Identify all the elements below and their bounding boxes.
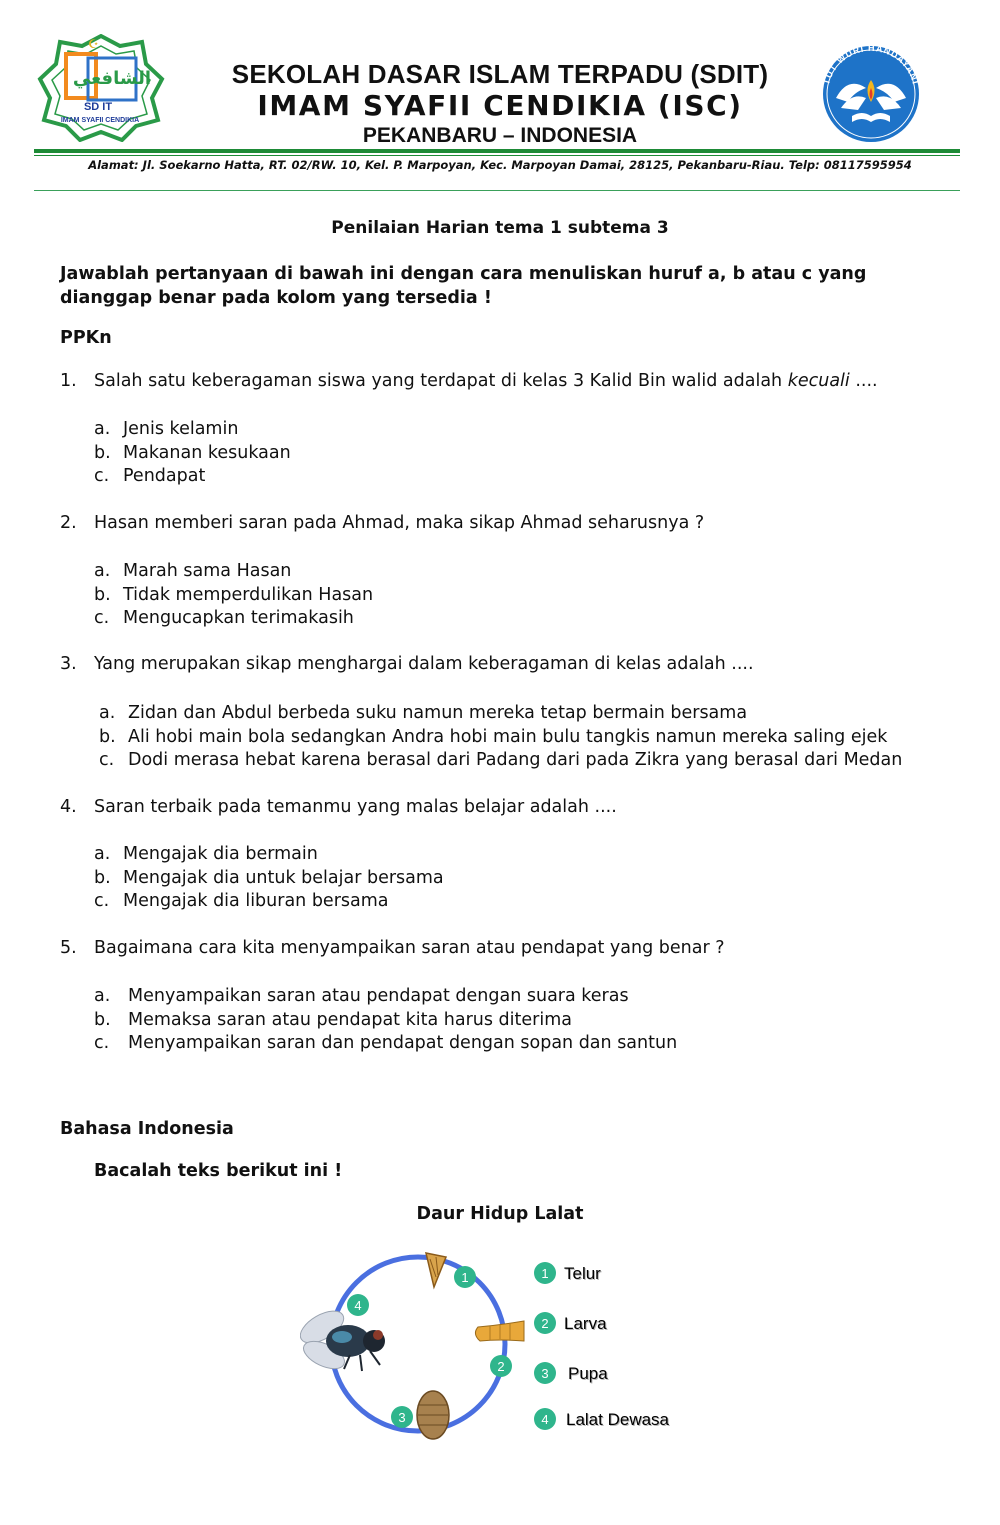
- tut-wuri-handayani-logo: [808, 36, 934, 144]
- option-text: Dodi merasa hebat karena berasal dari Padang dari pada Zikra yang berasal dari Medan: [128, 750, 903, 770]
- option-c: [94, 607, 373, 631]
- option-text: Menyampaikan saran dan pendapat dengan sopan dan santun: [128, 1033, 678, 1053]
- question-3: [60, 654, 754, 674]
- option-c: [94, 465, 291, 489]
- option-text: Makanan kesukaan: [123, 442, 291, 463]
- legend-item-telur: [534, 1262, 601, 1284]
- option-b: [94, 584, 373, 608]
- option-text: Menyampaikan saran atau pendapat dengan suara keras: [128, 986, 629, 1006]
- svg-text:3: 3: [398, 1410, 406, 1425]
- section-heading-ppkn: PPKn: [60, 328, 112, 348]
- option-text: Pendapat: [123, 466, 206, 486]
- legend-item-lalat-dewasa: [534, 1408, 670, 1430]
- question-tail: ....: [849, 371, 878, 391]
- school-type-heading: SEKOLAH DASAR ISLAM TERPADU (SDIT): [231, 59, 769, 89]
- ring-badge-4: [347, 1294, 369, 1316]
- question-text: Bagaimana cara kita menyampaikan saran atau pendapat yang benar ?: [94, 938, 725, 958]
- school-logo: [36, 34, 166, 142]
- option-a: [99, 702, 902, 726]
- pupa-icon: [417, 1391, 449, 1439]
- school-location: PEKANBARU – INDONESIA: [362, 124, 638, 147]
- question-text: Hasan memberi saran pada Ahmad, maka sikap Ahmad seharusnya ?: [94, 513, 705, 533]
- header-bottom-rule: [34, 190, 960, 191]
- question-1: [60, 371, 878, 391]
- svg-text:2: 2: [497, 1359, 505, 1374]
- options-q1: [94, 418, 291, 489]
- option-text: Tidak memperdulikan Hasan: [123, 584, 374, 605]
- option-letter: a.: [94, 986, 111, 1006]
- svg-text:3: 3: [541, 1366, 549, 1381]
- option-letter: a.: [94, 419, 111, 439]
- question-5: [60, 938, 725, 958]
- svg-text:Lalat Dewasa: Lalat Dewasa: [566, 1410, 670, 1429]
- option-c: [94, 1032, 677, 1056]
- question-text: Yang merupakan sikap menghargai dalam keberagaman di kelas adalah ....: [94, 654, 754, 674]
- option-letter: c.: [94, 466, 110, 486]
- svg-text:Telur: Telur: [564, 1264, 601, 1283]
- svg-text:TUT WURI HANDAYANI: TUT WURI HANDAYANI: [821, 42, 921, 86]
- option-letter: c.: [99, 750, 115, 770]
- option-letter: c.: [94, 608, 110, 628]
- option-a: [94, 843, 444, 867]
- header-divider-thin: [34, 155, 960, 156]
- svg-text:1: 1: [461, 1270, 469, 1285]
- question-2: [60, 513, 704, 533]
- option-text: Ali hobi main bola sedangkan Andra hobi main bulu tangkis namun mereka saling ejek: [128, 726, 888, 747]
- instructions: Jawablah pertanyaan di bawah ini dengan cara menuliskan huruf a, b atau c yang dianggap benar pada kolom yang tersedia !: [60, 264, 867, 308]
- option-text: Marah sama Hasan: [123, 561, 292, 581]
- option-text: Mengajak dia untuk belajar bersama: [123, 867, 444, 888]
- options-q4: [94, 843, 444, 914]
- reading-instruction: Bacalah teks berikut ini !: [94, 1161, 343, 1181]
- option-c: [94, 890, 444, 914]
- egg-icon: [426, 1253, 446, 1287]
- option-text: Memaksa saran atau pendapat kita harus diterima: [128, 1009, 572, 1030]
- svg-text:4: 4: [354, 1298, 362, 1313]
- option-letter: c.: [94, 891, 110, 911]
- question-number: 1.: [60, 371, 77, 391]
- larva-icon: [475, 1321, 524, 1341]
- option-text: Mengajak dia bermain: [123, 844, 318, 864]
- option-a: [94, 985, 677, 1009]
- option-letter: a.: [99, 703, 116, 723]
- option-letter: b.: [94, 442, 111, 463]
- option-letter: b.: [94, 584, 111, 605]
- question-number: 2.: [60, 513, 77, 533]
- question-number: 4.: [60, 797, 77, 817]
- question-4: [60, 797, 617, 817]
- svg-text:4: 4: [541, 1412, 549, 1427]
- option-b: [94, 442, 291, 466]
- fly-life-cycle-diagram: [300, 1245, 700, 1450]
- figure-title: Daur Hidup Lalat: [416, 1204, 584, 1224]
- section-heading-bahasa: Bahasa Indonesia: [60, 1119, 234, 1139]
- option-letter: b.: [94, 867, 111, 888]
- svg-text:Pupa: Pupa: [568, 1364, 608, 1383]
- svg-text:IMAM SYAFII CENDIKIA: IMAM SYAFII CENDIKIA: [60, 117, 140, 124]
- question-text: Saran terbaik pada temanmu yang malas belajar adalah ....: [94, 797, 617, 817]
- question-number: 5.: [60, 938, 77, 958]
- option-text: Mengajak dia liburan bersama: [123, 891, 389, 911]
- option-a: [94, 418, 291, 442]
- option-letter: b.: [99, 726, 116, 747]
- legend-item-larva: [534, 1312, 607, 1334]
- question-text: Salah satu keberagaman siswa yang terdapat di kelas 3 Kalid Bin walid adalah: [94, 371, 788, 391]
- school-name-heading: IMAM SYAFII CENDIKIA (ISC): [257, 89, 743, 122]
- svg-text:2: 2: [541, 1316, 549, 1331]
- ring-badge-2: [490, 1355, 512, 1377]
- option-text: Jenis kelamin: [123, 419, 239, 439]
- option-text: Mengucapkan terimakasih: [123, 608, 354, 628]
- ring-badge-1: [454, 1266, 476, 1288]
- option-b: [94, 867, 444, 891]
- options-q3: [99, 702, 902, 773]
- svg-text:SD IT: SD IT: [83, 101, 113, 113]
- ring-badge-3: [391, 1406, 413, 1428]
- options-q2: [94, 560, 373, 631]
- svg-text:☪: ☪: [88, 37, 99, 51]
- header-divider: [34, 149, 960, 153]
- option-c: [99, 749, 902, 773]
- svg-text:الشافعي: الشافعي: [72, 68, 152, 89]
- options-q5: [94, 985, 677, 1056]
- option-text: Zidan dan Abdul berbeda suku namun mereka tetap bermain bersama: [128, 703, 748, 723]
- assessment-title: Penilaian Harian tema 1 subtema 3: [331, 218, 669, 238]
- adult-fly-icon: [300, 1305, 385, 1375]
- school-address: Alamat: Jl. Soekarno Hatta, RT. 02/RW. 10, Kel. P. Marpoyan, Kec. Marpoyan Damai, 28125, Pekanbaru-Riau. Telp: 08117595954: [88, 158, 912, 172]
- option-a: [94, 560, 373, 584]
- option-letter: a.: [94, 844, 111, 864]
- question-number: 3.: [60, 654, 77, 674]
- legend-item-pupa: [534, 1362, 608, 1384]
- option-letter: c.: [94, 1033, 110, 1053]
- question-emphasis: kecuali: [787, 371, 850, 391]
- svg-text:Larva: Larva: [564, 1314, 607, 1333]
- svg-text:1: 1: [541, 1266, 549, 1281]
- option-letter: a.: [94, 561, 111, 581]
- option-b: [99, 726, 902, 750]
- option-b: [94, 1009, 677, 1033]
- option-letter: b.: [94, 1009, 111, 1030]
